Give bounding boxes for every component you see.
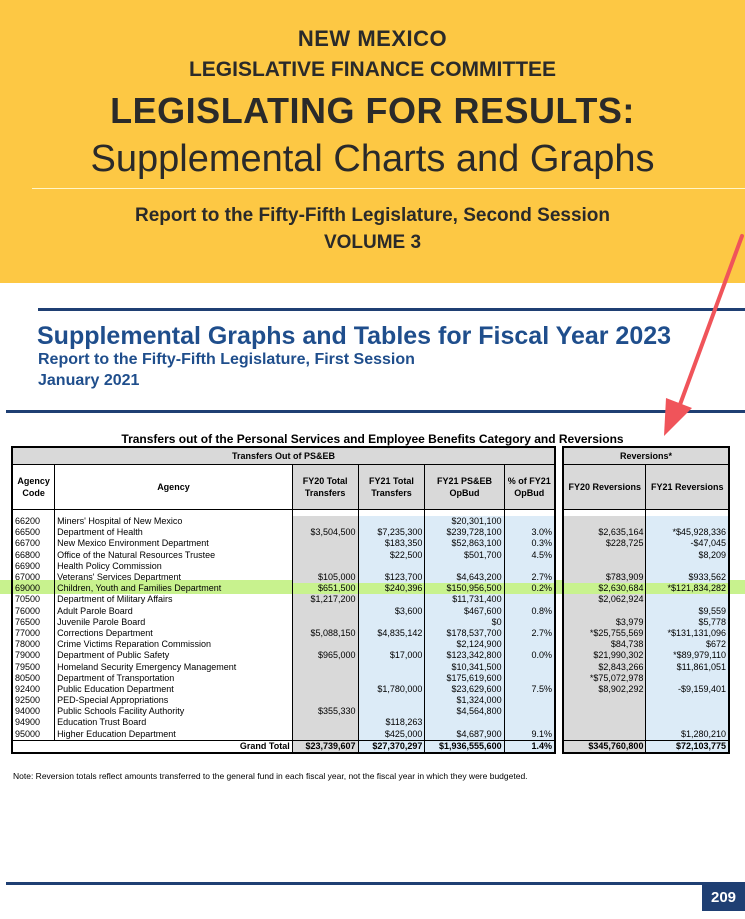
cell-fy20-reversions: [563, 606, 646, 617]
table-row: [12, 639, 555, 650]
grand-total-label: Grand Total: [12, 740, 292, 753]
table-row: [12, 583, 555, 594]
cell-fy21-reversions: *$45,928,336: [646, 527, 729, 538]
cell-pct-opbud: [504, 594, 555, 605]
table-row: [12, 628, 555, 639]
cell-fy21-transfers: $240,396: [358, 583, 425, 594]
cell-pct-opbud: 0.0%: [504, 650, 555, 661]
cell-fy20-reversions: $21,990,302: [563, 650, 646, 661]
col-agency-code: Agency Code: [12, 465, 55, 510]
cell-fy20-transfers: $355,330: [292, 706, 358, 717]
col-agency: Agency: [55, 465, 293, 510]
cell-fy20-reversions: [563, 717, 646, 728]
cell-fy20-reversions: [563, 550, 646, 561]
cell-agency-name: Children, Youth and Families Department: [55, 583, 293, 594]
cell-agency-name: Corrections Department: [55, 628, 293, 639]
cell-pct-opbud: [504, 695, 555, 706]
cell-pct-opbud: 4.5%: [504, 550, 555, 561]
table-row: [12, 617, 555, 628]
table-row: [12, 550, 555, 561]
cell-fy21-opbud: $1,324,000: [425, 695, 504, 706]
cell-fy20-transfers: [292, 684, 358, 695]
cell-fy21-opbud: [425, 561, 504, 572]
grand-total-fy20: $23,739,607: [292, 740, 358, 753]
cell-agency-name: Education Trust Board: [55, 717, 293, 728]
table-row: [12, 572, 555, 583]
cell-fy20-reversions: *$75,072,978: [563, 673, 646, 684]
cell-fy21-transfers: [358, 561, 425, 572]
cell-fy20-transfers: [292, 639, 358, 650]
cell-fy20-transfers: [292, 561, 358, 572]
footer-rule: [6, 882, 745, 885]
table-row: [12, 661, 555, 672]
cell-fy21-transfers: [358, 706, 425, 717]
cell-fy20-reversions: [563, 729, 646, 741]
col-fy21-transfers: FY21 Total Transfers: [358, 465, 425, 510]
cell-fy21-opbud: $123,342,800: [425, 650, 504, 661]
cell-agency-code: 70500: [12, 594, 55, 605]
cell-fy21-transfers: [358, 516, 425, 527]
table-row: [563, 661, 729, 672]
table-row: [563, 550, 729, 561]
table-row: [563, 538, 729, 549]
cell-agency-code: 80500: [12, 673, 55, 684]
table-row: [12, 538, 555, 549]
banner-line-committee: LEGISLATIVE FINANCE COMMITTEE: [188, 58, 557, 81]
transfers-group-header: Transfers Out of PS&EB: [12, 447, 555, 465]
table-row: [12, 695, 555, 706]
grand-total-pct: 1.4%: [504, 740, 555, 753]
cell-agency-code: 94000: [12, 706, 55, 717]
grand-total-rev21: $72,103,775: [646, 740, 729, 753]
cell-fy21-transfers: [358, 594, 425, 605]
cell-fy20-transfers: $965,000: [292, 650, 358, 661]
table-row: [12, 706, 555, 717]
cell-fy21-opbud: $0: [425, 617, 504, 628]
cell-fy21-opbud: $23,629,600: [425, 684, 504, 695]
cell-agency-name: Department of Military Affairs: [55, 594, 293, 605]
cell-fy20-transfers: [292, 538, 358, 549]
cell-fy21-opbud: $4,564,800: [425, 706, 504, 717]
cell-agency-code: 66700: [12, 538, 55, 549]
cell-fy21-reversions: [646, 561, 729, 572]
cell-agency-name: Juvenile Parole Board: [55, 617, 293, 628]
cell-fy21-reversions: *$89,979,110: [646, 650, 729, 661]
cell-fy20-reversions: $2,062,924: [563, 594, 646, 605]
report-title: Supplemental Graphs and Tables for Fiscal Year 2023: [37, 322, 672, 350]
page-number: 209: [702, 885, 745, 911]
cell-fy21-reversions: [646, 717, 729, 728]
cell-fy20-reversions: [563, 516, 646, 527]
cell-pct-opbud: 3.0%: [504, 527, 555, 538]
cell-agency-code: 92400: [12, 684, 55, 695]
cell-agency-name: Veterans' Services Department: [55, 572, 293, 583]
cell-agency-name: New Mexico Environment Department: [55, 538, 293, 549]
cell-fy21-reversions: [646, 695, 729, 706]
table-row: [563, 639, 729, 650]
cell-pct-opbud: 7.5%: [504, 684, 555, 695]
cell-agency-code: 67000: [12, 572, 55, 583]
cell-pct-opbud: [504, 673, 555, 684]
cell-fy21-transfers: $7,235,300: [358, 527, 425, 538]
cell-fy20-reversions: [563, 561, 646, 572]
cell-agency-name: Department of Public Safety: [55, 650, 293, 661]
cell-agency-code: 79000: [12, 650, 55, 661]
cell-pct-opbud: [504, 661, 555, 672]
cell-fy21-opbud: $4,687,900: [425, 729, 504, 741]
table-row: [563, 684, 729, 695]
cell-fy20-transfers: [292, 729, 358, 741]
cell-agency-code: 95000: [12, 729, 55, 741]
cell-agency-code: 69000: [12, 583, 55, 594]
cell-agency-name: Office of the Natural Resources Trustee: [55, 550, 293, 561]
cell-fy21-transfers: $17,000: [358, 650, 425, 661]
cell-fy21-reversions: $11,861,051: [646, 661, 729, 672]
cell-fy21-reversions: $672: [646, 639, 729, 650]
cell-pct-opbud: 0.3%: [504, 538, 555, 549]
cell-agency-name: Department of Health: [55, 527, 293, 538]
cell-fy20-transfers: $105,000: [292, 572, 358, 583]
cell-fy21-reversions: *$131,131,096: [646, 628, 729, 639]
cell-fy21-opbud: $175,619,600: [425, 673, 504, 684]
table-row: [563, 583, 729, 594]
cell-fy21-transfers: $22,500: [358, 550, 425, 561]
cell-agency-code: 94900: [12, 717, 55, 728]
table-row: [563, 695, 729, 706]
report-date: January 2021: [38, 372, 140, 389]
grand-total-row: [563, 740, 729, 753]
cell-fy21-reversions: -$9,159,401: [646, 684, 729, 695]
table-row: [12, 684, 555, 695]
cell-agency-code: 77000: [12, 628, 55, 639]
cell-agency-name: Higher Education Department: [55, 729, 293, 741]
cell-fy20-transfers: $5,088,150: [292, 628, 358, 639]
table-row: [12, 606, 555, 617]
transfers-table: [11, 446, 556, 754]
table-row: [12, 717, 555, 728]
table-row: [12, 561, 555, 572]
grand-total-row: [12, 740, 555, 753]
cell-pct-opbud: 2.7%: [504, 572, 555, 583]
grand-total-rev20: $345,760,800: [563, 740, 646, 753]
cell-fy21-transfers: [358, 695, 425, 706]
cell-fy21-transfers: $118,263: [358, 717, 425, 728]
cell-pct-opbud: [504, 561, 555, 572]
cell-fy21-reversions: [646, 594, 729, 605]
table-title: Transfers out of the Personal Services and Employee Benefits Category and Reversions: [121, 432, 624, 446]
col-fy21-opbud: FY21 PS&EB OpBud: [425, 465, 504, 510]
cell-agency-code: 79500: [12, 661, 55, 672]
cell-agency-code: 66500: [12, 527, 55, 538]
grand-total-opbud: $1,936,555,600: [425, 740, 504, 753]
cell-fy21-transfers: [358, 639, 425, 650]
table-row: [12, 594, 555, 605]
table-row: [563, 706, 729, 717]
cell-fy21-opbud: $467,600: [425, 606, 504, 617]
col-fy20-transfers: FY20 Total Transfers: [292, 465, 358, 510]
cell-fy20-reversions: *$25,755,569: [563, 628, 646, 639]
cell-agency-name: Department of Transportation: [55, 673, 293, 684]
cell-fy20-transfers: [292, 717, 358, 728]
cell-agency-code: 76500: [12, 617, 55, 628]
table-row: [563, 650, 729, 661]
cell-pct-opbud: [504, 639, 555, 650]
cell-fy21-opbud: $52,863,100: [425, 538, 504, 549]
cell-pct-opbud: 0.8%: [504, 606, 555, 617]
cell-fy21-reversions: -$47,045: [646, 538, 729, 549]
cell-fy20-reversions: $2,843,266: [563, 661, 646, 672]
report-subtitle: Report to the Fifty-Fifth Legislature, First Session: [38, 351, 415, 368]
cell-fy20-transfers: [292, 606, 358, 617]
table-row: [12, 729, 555, 741]
banner-divider: [32, 188, 745, 189]
cell-pct-opbud: 9.1%: [504, 729, 555, 741]
reversions-group-header: Reversions*: [563, 447, 729, 465]
cell-pct-opbud: 2.7%: [504, 628, 555, 639]
col-fy20-reversions: FY20 Reversions: [563, 465, 646, 510]
cell-fy21-transfers: [358, 617, 425, 628]
cell-fy21-reversions: $9,559: [646, 606, 729, 617]
cell-fy21-opbud: $4,643,200: [425, 572, 504, 583]
cell-pct-opbud: [504, 706, 555, 717]
cell-fy21-reversions: [646, 516, 729, 527]
banner-line-subtitle: Supplemental Charts and Graphs: [90, 138, 655, 180]
cell-agency-name: Crime Victims Reparation Commission: [55, 639, 293, 650]
cell-fy21-reversions: *$121,834,282: [646, 583, 729, 594]
cell-fy21-reversions: $8,209: [646, 550, 729, 561]
col-pct-opbud: % of FY21 OpBud: [504, 465, 555, 510]
cell-fy21-reversions: $5,778: [646, 617, 729, 628]
table-row: [563, 527, 729, 538]
cell-fy21-opbud: [425, 717, 504, 728]
cell-fy21-transfers: $1,780,000: [358, 684, 425, 695]
cell-agency-name: Homeland Security Emergency Management: [55, 661, 293, 672]
cell-fy20-transfers: $1,217,200: [292, 594, 358, 605]
cell-fy21-opbud: $20,301,100: [425, 516, 504, 527]
cell-fy21-transfers: [358, 661, 425, 672]
cell-pct-opbud: [504, 617, 555, 628]
cell-agency-name: Public Education Department: [55, 684, 293, 695]
table-row: [563, 572, 729, 583]
table-row: [563, 729, 729, 741]
reversions-table: [562, 446, 730, 754]
cell-fy20-reversions: $3,979: [563, 617, 646, 628]
cell-fy21-opbud: $501,700: [425, 550, 504, 561]
cell-fy20-reversions: $8,902,292: [563, 684, 646, 695]
cell-fy21-transfers: $425,000: [358, 729, 425, 741]
cell-fy20-transfers: [292, 617, 358, 628]
cell-fy21-reversions: $933,562: [646, 572, 729, 583]
cell-pct-opbud: 0.2%: [504, 583, 555, 594]
grand-total-fy21: $27,370,297: [358, 740, 425, 753]
cell-fy21-reversions: [646, 673, 729, 684]
table-row: [12, 527, 555, 538]
cell-pct-opbud: [504, 516, 555, 527]
cell-agency-code: 66800: [12, 550, 55, 561]
cover-banner: [0, 0, 745, 283]
cell-fy21-transfers: $3,600: [358, 606, 425, 617]
table-row: [12, 650, 555, 661]
table-row: [12, 516, 555, 527]
cell-agency-code: 66900: [12, 561, 55, 572]
cell-fy20-transfers: [292, 695, 358, 706]
cell-fy21-opbud: $11,731,400: [425, 594, 504, 605]
red-arrow-icon: [640, 232, 745, 442]
cell-fy20-reversions: $84,738: [563, 639, 646, 650]
cell-agency-code: 76000: [12, 606, 55, 617]
banner-line-volume: VOLUME 3: [323, 232, 422, 253]
cell-agency-name: PED-Special Appropriations: [55, 695, 293, 706]
cell-pct-opbud: [504, 717, 555, 728]
section-rule: [6, 410, 745, 413]
cell-fy20-transfers: $3,504,500: [292, 527, 358, 538]
cell-fy20-transfers: [292, 550, 358, 561]
table-row: [563, 717, 729, 728]
cell-fy21-reversions: $1,280,210: [646, 729, 729, 741]
cell-fy20-reversions: [563, 695, 646, 706]
cell-fy21-reversions: [646, 706, 729, 717]
cell-fy20-transfers: $651,500: [292, 583, 358, 594]
banner-line-state: NEW MEXICO: [297, 26, 448, 51]
cell-fy21-opbud: $150,956,500: [425, 583, 504, 594]
cell-fy21-opbud: $2,124,900: [425, 639, 504, 650]
table-row: [563, 673, 729, 684]
table-row: [563, 606, 729, 617]
cell-fy20-reversions: $228,725: [563, 538, 646, 549]
table-note: Note: Reversion totals reflect amounts transferred to the general fund in each fiscal year, not the fiscal year in which they were budgeted.: [13, 771, 528, 781]
cell-fy20-transfers: [292, 661, 358, 672]
cell-fy21-transfers: [358, 673, 425, 684]
banner-line-title: LEGISLATING FOR RESULTS:: [110, 90, 635, 131]
cell-fy20-reversions: [563, 706, 646, 717]
cell-agency-name: Miners' Hospital of New Mexico: [55, 516, 293, 527]
cell-fy20-transfers: [292, 673, 358, 684]
table-row: [563, 516, 729, 527]
col-fy21-reversions: FY21 Reversions: [646, 465, 729, 510]
cell-fy20-transfers: [292, 516, 358, 527]
cell-fy20-reversions: $2,630,684: [563, 583, 646, 594]
cell-fy21-transfers: $183,350: [358, 538, 425, 549]
cell-fy21-transfers: $4,835,142: [358, 628, 425, 639]
cell-agency-name: Public Schools Facility Authority: [55, 706, 293, 717]
cell-agency-name: Health Policy Commission: [55, 561, 293, 572]
table-row: [12, 673, 555, 684]
cell-agency-code: 78000: [12, 639, 55, 650]
table-row: [563, 617, 729, 628]
cell-fy21-opbud: $178,537,700: [425, 628, 504, 639]
cell-fy20-reversions: $783,909: [563, 572, 646, 583]
cell-agency-name: Adult Parole Board: [55, 606, 293, 617]
header-rule: [38, 308, 745, 311]
cell-fy20-reversions: $2,635,164: [563, 527, 646, 538]
banner-line-report: Report to the Fifty-Fifth Legislature, Second Session: [134, 205, 611, 226]
table-row: [563, 594, 729, 605]
cell-agency-code: 66200: [12, 516, 55, 527]
table-row: [563, 628, 729, 639]
table-row: [563, 561, 729, 572]
cell-fy21-transfers: $123,700: [358, 572, 425, 583]
cell-agency-code: 92500: [12, 695, 55, 706]
cell-fy21-opbud: $10,341,500: [425, 661, 504, 672]
cell-fy21-opbud: $239,728,100: [425, 527, 504, 538]
